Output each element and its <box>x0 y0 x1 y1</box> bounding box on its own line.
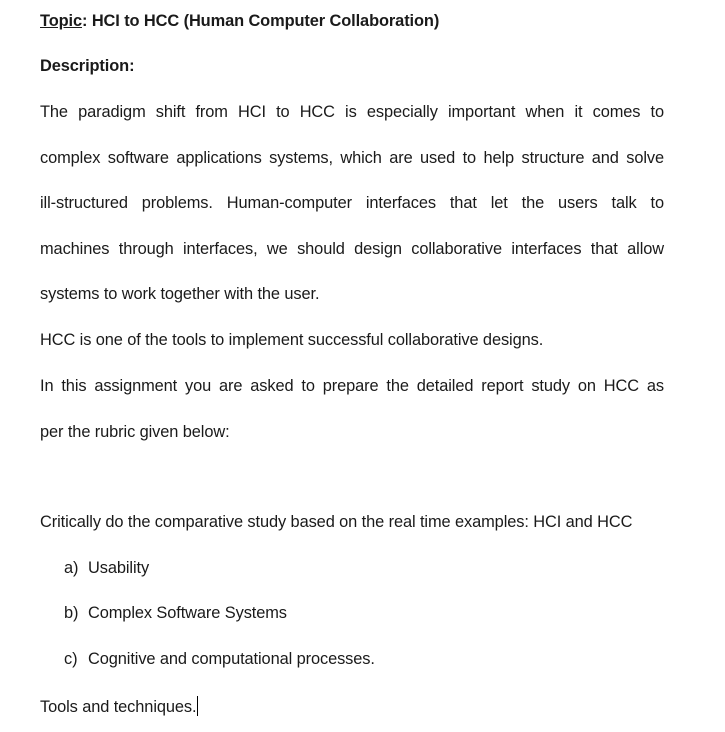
list-marker: c) <box>64 650 78 668</box>
topic-line <box>40 12 439 31</box>
paragraph-line: complex software applications systems, which are used to help structure and solve <box>40 149 664 167</box>
paragraph-line: ill-structured problems. Human-computer interfaces that let the users talk to <box>40 194 664 212</box>
comparative-line: Critically do the comparative study based on the real time examples: HCI and HCC <box>40 513 633 531</box>
hcc-line: HCC is one of the tools to implement successful collaborative designs. <box>40 331 544 349</box>
paragraph-line: The paradigm shift from HCI to HCC is especially important when it comes to <box>40 103 664 121</box>
list-text: Complex Software Systems <box>88 604 287 622</box>
topic-separator: : <box>82 12 88 30</box>
list-text: Usability <box>88 559 150 577</box>
topic-label: Topic <box>40 12 82 30</box>
assignment-line: In this assignment you are asked to prepare the detailed report study on HCC as <box>40 377 664 395</box>
paragraph-line: machines through interfaces, we should design collaborative interfaces that allow <box>40 240 664 258</box>
list-text: Cognitive and computational processes. <box>88 650 375 668</box>
text-cursor <box>197 696 198 716</box>
tools-line <box>40 696 198 717</box>
assignment-line: per the rubric given below: <box>40 423 230 441</box>
list-marker: b) <box>64 604 79 622</box>
description-heading: Description: <box>40 57 135 75</box>
list-item <box>64 650 375 669</box>
list-item <box>64 559 149 578</box>
topic-title: HCI to HCC (Human Computer Collaboration) <box>87 12 440 30</box>
list-item <box>64 604 287 623</box>
paragraph-line: systems to work together with the user. <box>40 285 320 303</box>
tools-text: Tools and techniques. <box>40 698 197 716</box>
list-marker: a) <box>64 559 79 577</box>
